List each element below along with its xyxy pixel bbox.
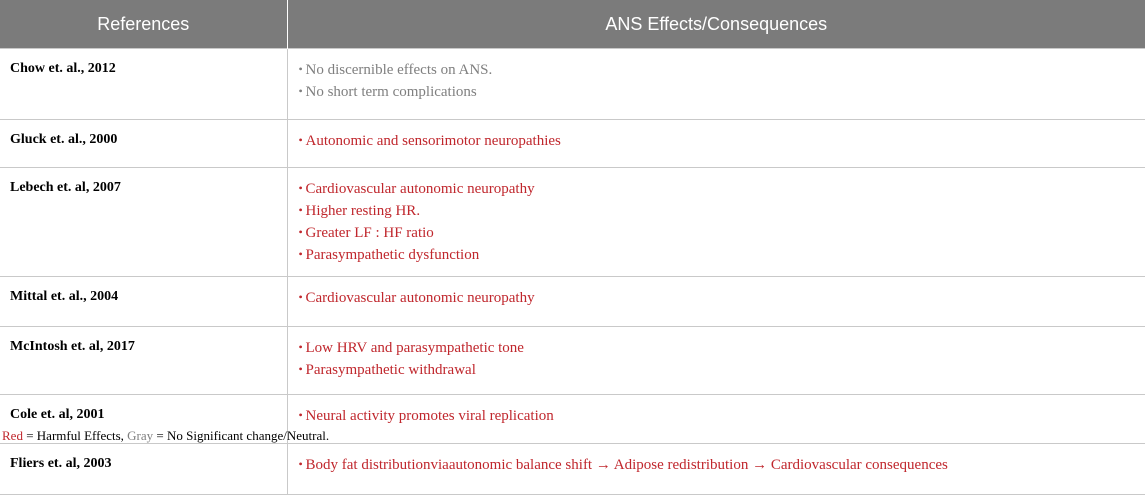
reference-cell: Cole et. al, 2001 xyxy=(0,395,287,444)
effect-item: •No short term complications xyxy=(299,81,1145,103)
table-row xyxy=(0,120,1145,168)
bullet-icon xyxy=(299,222,306,244)
bullet-icon xyxy=(299,244,306,266)
table-row xyxy=(0,277,1145,327)
effect-item: •Greater LF : HF ratio xyxy=(299,222,1145,244)
effects-cell xyxy=(287,49,1145,120)
effects-cell xyxy=(287,120,1145,168)
table-row xyxy=(0,327,1145,395)
legend-gray-label: Gray xyxy=(127,428,153,443)
effect-item: • Cardiovascular autonomic neuropathy xyxy=(299,178,1145,200)
effect-item: • Neural activity promotes viral replication xyxy=(299,405,1145,427)
legend-red-label: Red xyxy=(2,428,23,443)
bullet-icon xyxy=(299,178,306,200)
table-row xyxy=(0,49,1145,120)
bullet-icon xyxy=(299,81,306,103)
reference-cell: Fliers et. al, 2003 xyxy=(0,444,287,495)
table-footnote xyxy=(2,428,329,444)
reference-cell: Lebech et. al, 2007 xyxy=(0,168,287,277)
effect-item: •Parasympathetic dysfunction xyxy=(299,244,1145,266)
bullet-icon xyxy=(299,337,306,359)
reference-cell: Mittal et. al., 2004 xyxy=(0,277,287,327)
bullet-icon xyxy=(299,454,306,476)
effect-item: • Autonomic and sensorimotor neuropathies xyxy=(299,130,1145,152)
bullet-icon xyxy=(299,200,306,222)
effect-item: • Cardiovascular autonomic neuropathy xyxy=(299,287,1145,309)
table-row xyxy=(0,444,1145,495)
effect-item: • Body fat distributionviaautonomic balance shift → Adipose redistribution → Cardiovascular consequences xyxy=(299,454,1145,476)
effects-cell xyxy=(287,444,1145,495)
effects-cell xyxy=(287,168,1145,277)
effect-item: • Low HRV and parasympathetic tone xyxy=(299,337,1145,359)
reference-cell: Gluck et. al., 2000 xyxy=(0,120,287,168)
reference-cell: Chow et. al., 2012 xyxy=(0,49,287,120)
bullet-icon xyxy=(299,287,306,309)
effects-cell xyxy=(287,395,1145,444)
header-references: References xyxy=(0,0,287,49)
reference-cell: McIntosh et. al, 2017 xyxy=(0,327,287,395)
effect-item: •Higher resting HR. xyxy=(299,200,1145,222)
effect-item: •Parasympathetic withdrawal xyxy=(299,359,1145,381)
legend-gray-text: = No Significant change/Neutral. xyxy=(153,428,329,443)
bullet-icon xyxy=(299,405,306,427)
bullet-icon xyxy=(299,359,306,381)
table-row xyxy=(0,168,1145,277)
effects-cell xyxy=(287,327,1145,395)
bullet-icon xyxy=(299,130,306,152)
effect-item: • No discernible effects on ANS. xyxy=(299,59,1145,81)
bullet-icon xyxy=(299,59,306,81)
header-ans-effects: ANS Effects/Consequences xyxy=(287,0,1145,49)
effects-cell xyxy=(287,277,1145,327)
table-header-row xyxy=(0,0,1145,49)
legend-red-text: = Harmful Effects, xyxy=(23,428,127,443)
